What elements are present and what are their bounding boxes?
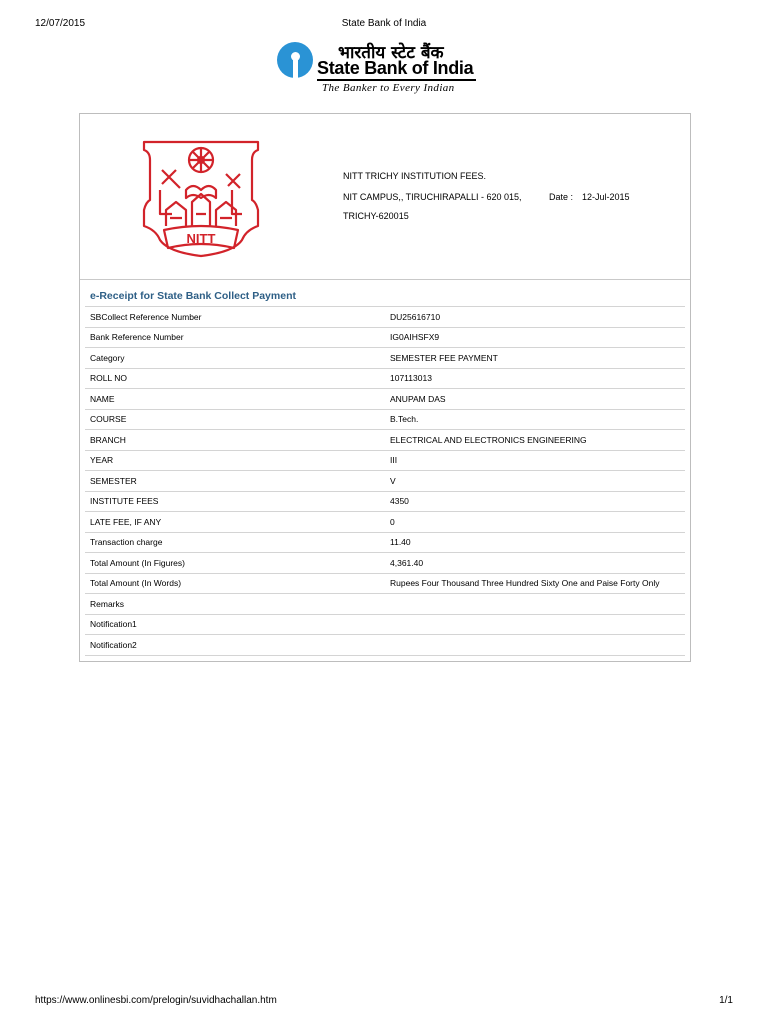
table-row — [85, 614, 685, 635]
row-label: Category — [85, 348, 385, 369]
sbi-hindi-name: भारतीय स्टेट बैंक — [338, 43, 444, 63]
row-value: Rupees Four Thousand Three Hundred Sixty One and Paise Forty Only — [385, 573, 685, 594]
row-value — [385, 614, 685, 635]
row-value: DU25616710 — [385, 307, 685, 328]
row-value: 4350 — [385, 491, 685, 512]
row-label: Remarks — [85, 594, 385, 615]
table-row — [85, 450, 685, 471]
table-row — [85, 389, 685, 410]
table-row — [85, 532, 685, 553]
institution-header — [80, 114, 690, 280]
row-label: COURSE — [85, 409, 385, 430]
sbi-logo — [276, 40, 486, 98]
table-row — [85, 368, 685, 389]
institution-address: NIT CAMPUS,, TIRUCHIRAPALLI - 620 015, — [343, 192, 522, 202]
row-value: IG0AIHSFX9 — [385, 327, 685, 348]
table-row — [85, 327, 685, 348]
receipt-date: 12-Jul-2015 — [582, 192, 630, 202]
row-value: III — [385, 450, 685, 471]
table-row — [85, 307, 685, 328]
receipt-details-table — [85, 306, 685, 656]
row-value: 11.40 — [385, 532, 685, 553]
row-label: Notification2 — [85, 635, 385, 656]
table-row — [85, 553, 685, 574]
row-label: SEMESTER — [85, 471, 385, 492]
row-label: ROLL NO — [85, 368, 385, 389]
row-value: B.Tech. — [385, 409, 685, 430]
row-label: Total Amount (In Figures) — [85, 553, 385, 574]
table-row — [85, 594, 685, 615]
table-row — [85, 512, 685, 533]
receipt-container — [79, 113, 691, 662]
print-page-title: State Bank of India — [341, 18, 427, 29]
row-value: V — [385, 471, 685, 492]
sbi-name: State Bank of India — [317, 58, 474, 78]
table-row — [85, 471, 685, 492]
table-row — [85, 430, 685, 451]
sbi-underline — [317, 79, 476, 81]
date-label: Date : — [549, 192, 574, 202]
page-number: 1/1 — [719, 995, 733, 1006]
row-value: SEMESTER FEE PAYMENT — [385, 348, 685, 369]
row-value — [385, 594, 685, 615]
row-label: Bank Reference Number — [85, 327, 385, 348]
print-url: https://www.onlinesbi.com/prelogin/suvidhachallan.htm — [35, 995, 277, 1006]
table-row — [85, 409, 685, 430]
row-value: ANUPAM DAS — [385, 389, 685, 410]
table-row — [85, 491, 685, 512]
print-date: 12/07/2015 — [35, 18, 86, 29]
table-row — [85, 635, 685, 656]
row-value: 4,361.40 — [385, 553, 685, 574]
table-row — [85, 573, 685, 594]
row-label: Notification1 — [85, 614, 385, 635]
row-label: Transaction charge — [85, 532, 385, 553]
row-label: Total Amount (In Words) — [85, 573, 385, 594]
sbi-tagline: The Banker to Every Indian — [322, 82, 455, 94]
row-value: 0 — [385, 512, 685, 533]
row-label: YEAR — [85, 450, 385, 471]
row-label: LATE FEE, IF ANY — [85, 512, 385, 533]
row-label: INSTITUTE FEES — [85, 491, 385, 512]
nitt-emblem-icon — [136, 130, 266, 260]
receipt-title: e-Receipt for State Bank Collect Payment — [90, 290, 296, 302]
row-value: ELECTRICAL AND ELECTRONICS ENGINEERING — [385, 430, 685, 451]
row-label: SBCollect Reference Number — [85, 307, 385, 328]
row-label: BRANCH — [85, 430, 385, 451]
institution-city: TRICHY-620015 — [343, 211, 409, 221]
sbi-keyhole-icon — [277, 42, 313, 78]
table-row — [85, 348, 685, 369]
svg-text:NITT: NITT — [186, 231, 216, 246]
institution-name: NITT TRICHY INSTITUTION FEES. — [343, 171, 487, 181]
row-value: 107113013 — [385, 368, 685, 389]
row-label: NAME — [85, 389, 385, 410]
row-value — [385, 635, 685, 656]
